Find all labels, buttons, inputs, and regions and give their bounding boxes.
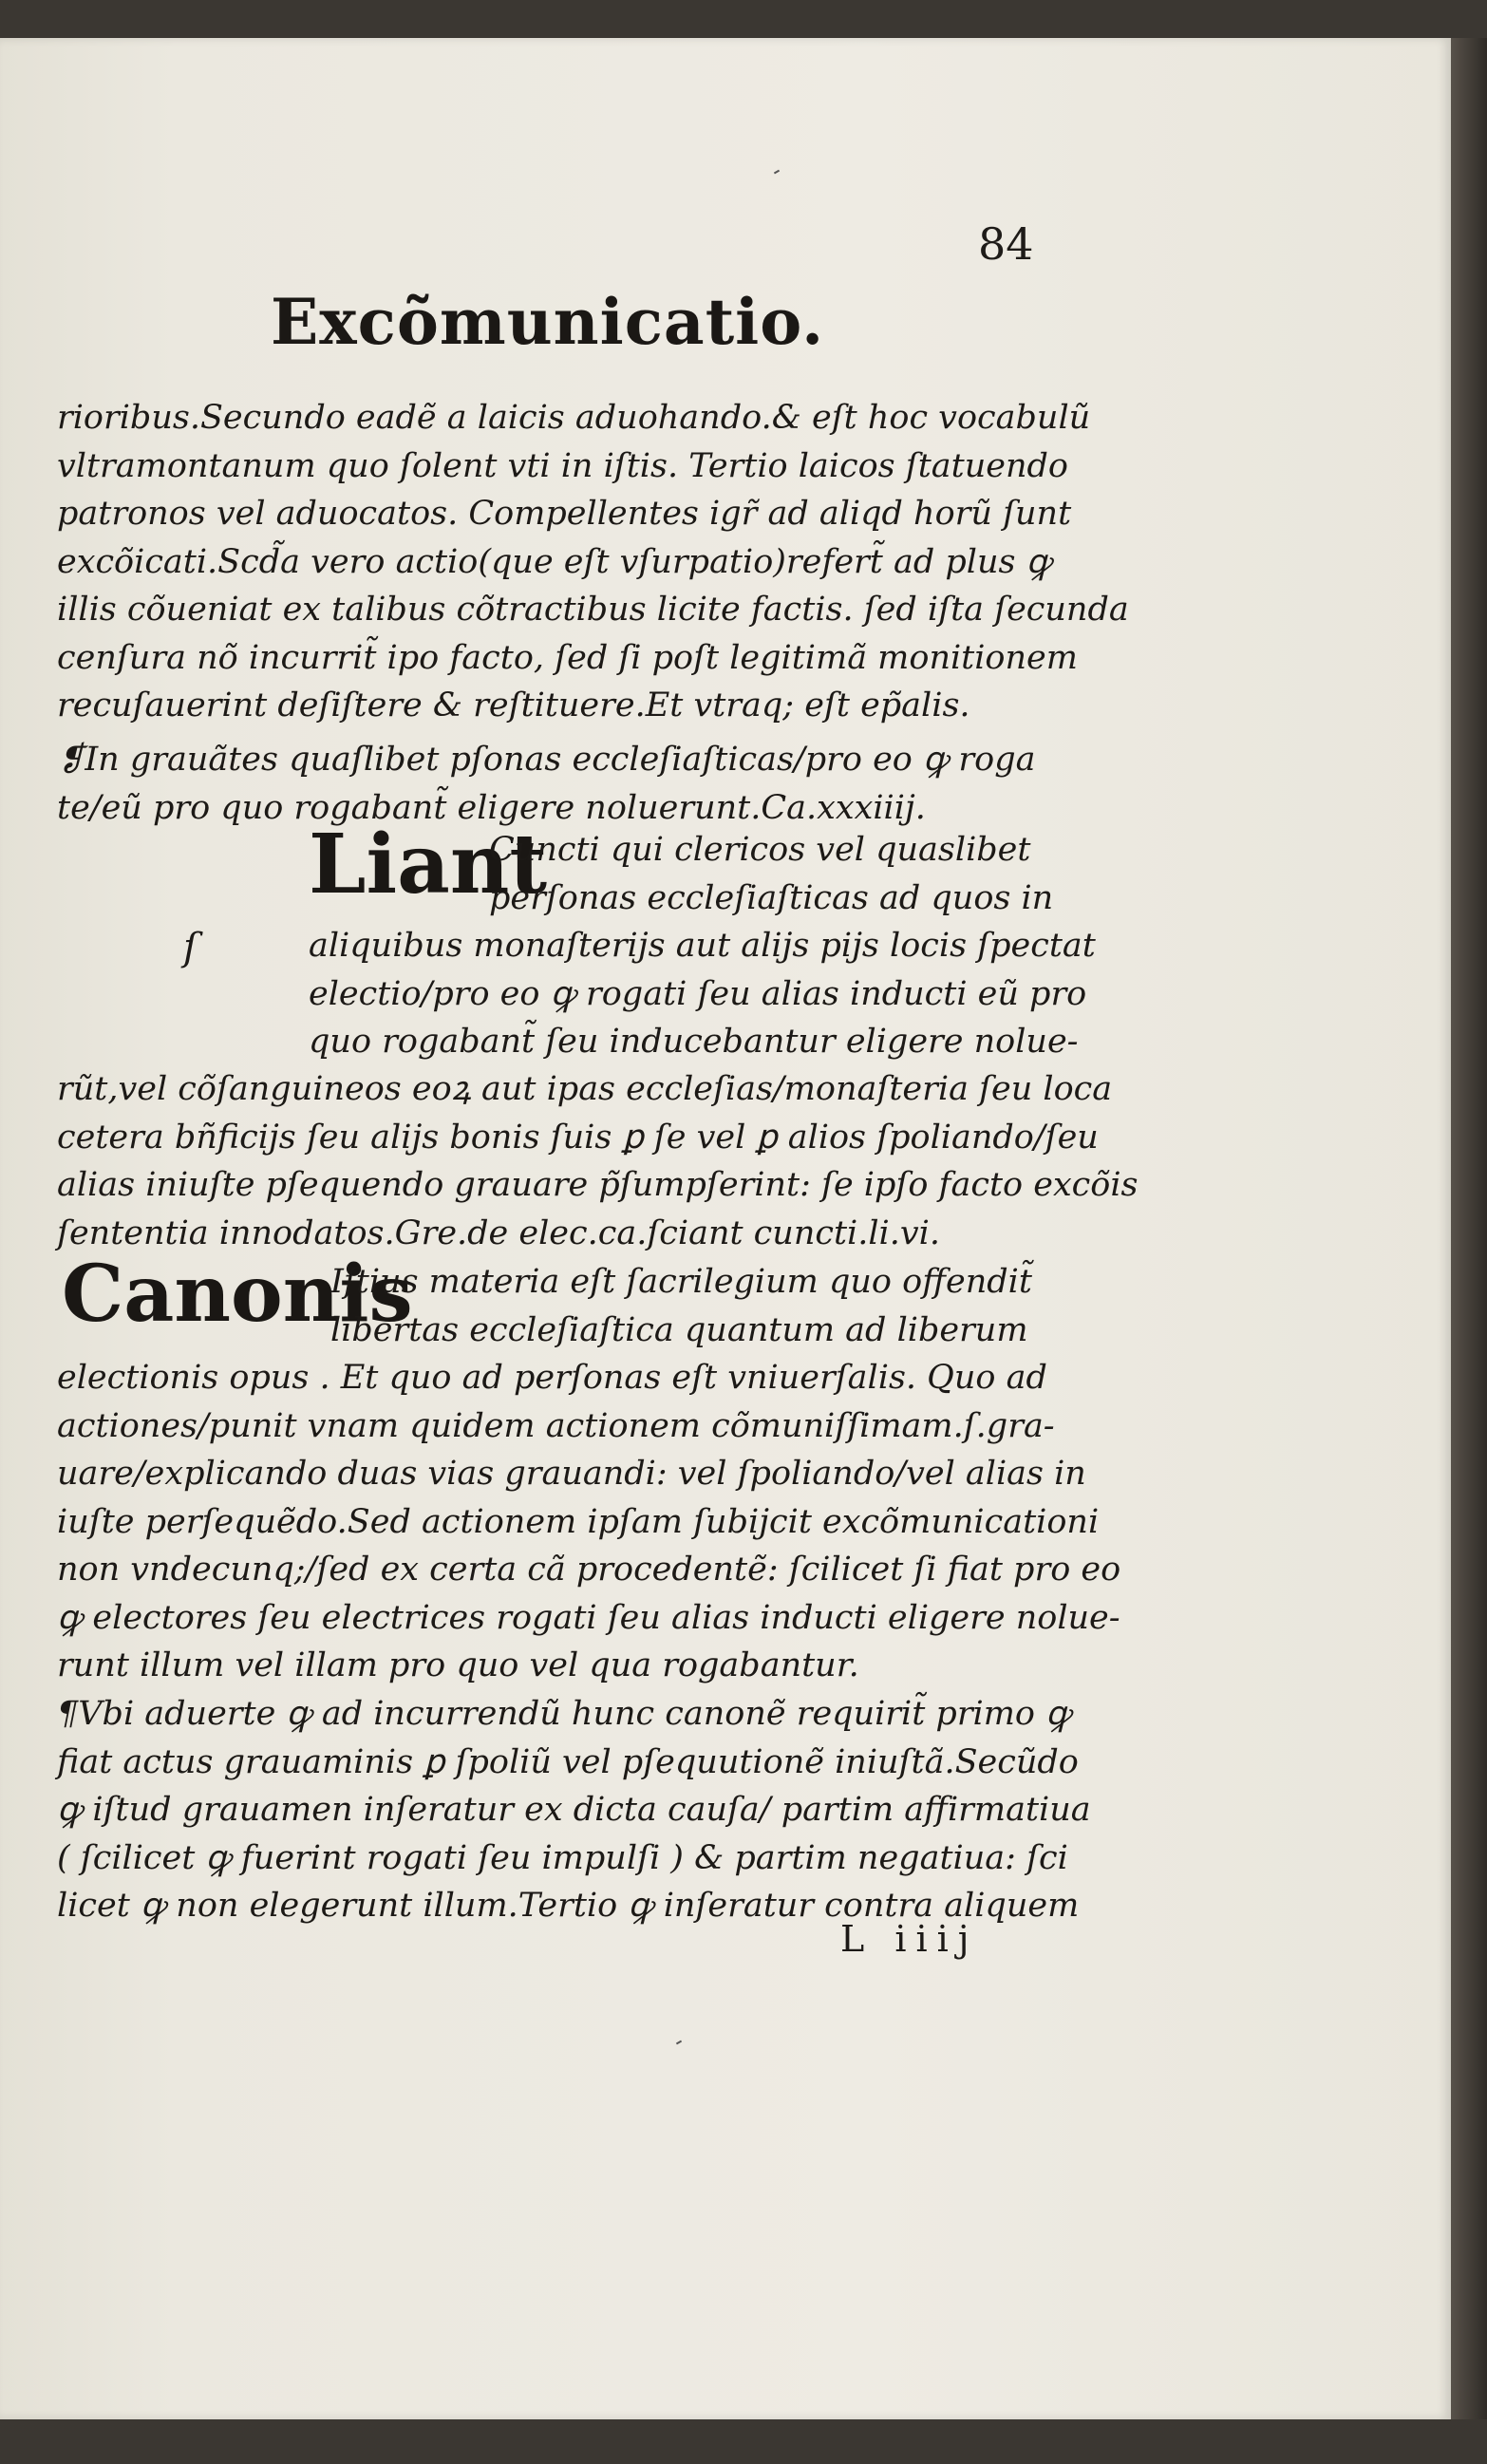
commentary-start: [330, 1258, 1033, 1354]
text-line: vltramontanum quo ſolent vti in iſtis. Tertio laicos ſtatuendo: [57, 446, 1068, 485]
text-line: ꝙ iſtud grauamen inſeratur ex dicta cauſa/ partim affirmatiua: [57, 1791, 1091, 1829]
text-line: fiat actus grauaminis ꝑ ſpoliũ vel pſequutionẽ iniuſtã.Secũdo: [57, 1742, 1079, 1781]
text-line: quo rogabant̃ ſeu inducebantur eligere nolue-: [309, 1023, 1079, 1061]
running-heading: Excõmunicatio.: [271, 285, 825, 359]
text-line: te/eũ pro quo rogabant̃ eligere noluerunt.Ca.xxxiiij.: [57, 788, 926, 827]
commentary: [57, 1354, 1121, 1690]
signature-mark: L iiij: [840, 1918, 979, 1960]
text-line: Iſtius materia eſt ſacrilegium quo offendit̃: [330, 1263, 1032, 1301]
page-edge: [1451, 38, 1487, 2419]
drop-cap-canonis: Canonis: [62, 1249, 413, 1340]
text-line: perſonas eccleſiaſticas ad quos in: [489, 878, 1054, 917]
text-line: electionis opus . Et quo ad perſonas eſt vniuerſalis. Quo ad: [57, 1359, 1047, 1397]
canon-text: [309, 826, 1096, 1066]
page-number: 84: [978, 218, 1034, 270]
marginal-mark: ſ: [183, 926, 198, 969]
text-line: aliquibus monaſterijs aut alijs pijs locis ſpectat: [309, 927, 1096, 965]
ink-speck: [676, 2041, 682, 2045]
text-line: rioribus.Secundo eadẽ a laicis aduohando.& eſt hoc vocabulũ: [57, 399, 1091, 437]
text-line: ¶Vbi aduerte ꝙ ad incurrendũ hunc canonẽ requirit̃ primo ꝙ: [57, 1695, 1071, 1733]
text-line: cetera bñficijs ſeu alijs bonis ſuis ꝑ ſe vel ꝑ alios ſpoliando/ſeu: [57, 1118, 1099, 1157]
text-line: rũt,vel cõſanguineos eoꝝ aut ipas eccleſias/monaſteria ſeu loca: [57, 1070, 1113, 1108]
text-line: recuſauerint deſiſtere & reſtituere.Et vtraq; eſt ep̃alis.: [57, 687, 970, 724]
drop-cap-liant: Liant: [309, 817, 548, 912]
ink-speck: [774, 170, 780, 175]
text-line: electio/pro eo ꝙ rogati ſeu alias inducti eũ pro: [309, 974, 1087, 1013]
text-line: cenſura nõ incurrit̃ ipo facto, ſed ſi poſt legitimã monitionem: [57, 638, 1078, 677]
text-line: ꝙ electores ſeu electrices rogati ſeu alias inducti eligere nolue-: [57, 1598, 1120, 1637]
text-line: excõicati.Scd̃a vero actio(que eſt vſurpatio)refert̃ ad plus ꝙ: [57, 542, 1051, 581]
text-line: illis cõueniat ex talibus cõtractibus licite factis. ſed iſta ſecunda: [57, 591, 1129, 629]
text-line: licet ꝙ non elegerunt illum.Tertio ꝙ inſeratur contra aliquem: [57, 1887, 1080, 1925]
paragraph-1: [57, 394, 1129, 730]
text-line: alias iniuſte pſequendo grauare p̃ſumpſerint: ſe ipſo facto excõis: [57, 1166, 1139, 1204]
canon-text-continued: [57, 1065, 1139, 1257]
paragraph-notes: [57, 1690, 1091, 1930]
text-line: non vndecunq;/ſed ex certa cã procedentẽ: ſcilicet ſi fiat pro eo: [57, 1551, 1121, 1589]
text-line: ſententia innodatos.Gre.de elec.ca.ſciant cuncti.li.vi.: [57, 1213, 940, 1252]
text-line: ❡In grauãtes quaſlibet pſonas eccleſiaſticas/pro eo ꝙ roga: [57, 741, 1036, 779]
text-line: libertas eccleſiaſtica quantum ad liberum: [330, 1310, 1028, 1349]
text-line: runt illum vel illam pro quo vel qua rogabantur.: [57, 1646, 859, 1684]
text-line: uare/explicando duas vias grauandi: vel ſpoliando/vel alias in: [57, 1455, 1086, 1493]
text-line: ( ſcilicet ꝙ fuerint rogati ſeu impulſi ) & partim negatiua: ſci: [57, 1838, 1068, 1877]
book-page: [0, 38, 1451, 2419]
text-line: Cuncti qui clericos vel quaslibet: [489, 831, 1031, 869]
text-line: patronos vel aduocatos. Compellentes igr̃ ad aliqd horũ ſunt: [57, 495, 1072, 533]
text-line: iuſte perſequẽdo.Sed actionem ipſam ſubijcit excõmunicationi: [57, 1502, 1100, 1541]
text-line: actiones/punit vnam quidem actionem cõmuniſſimam.ſ.gra-: [57, 1406, 1055, 1445]
